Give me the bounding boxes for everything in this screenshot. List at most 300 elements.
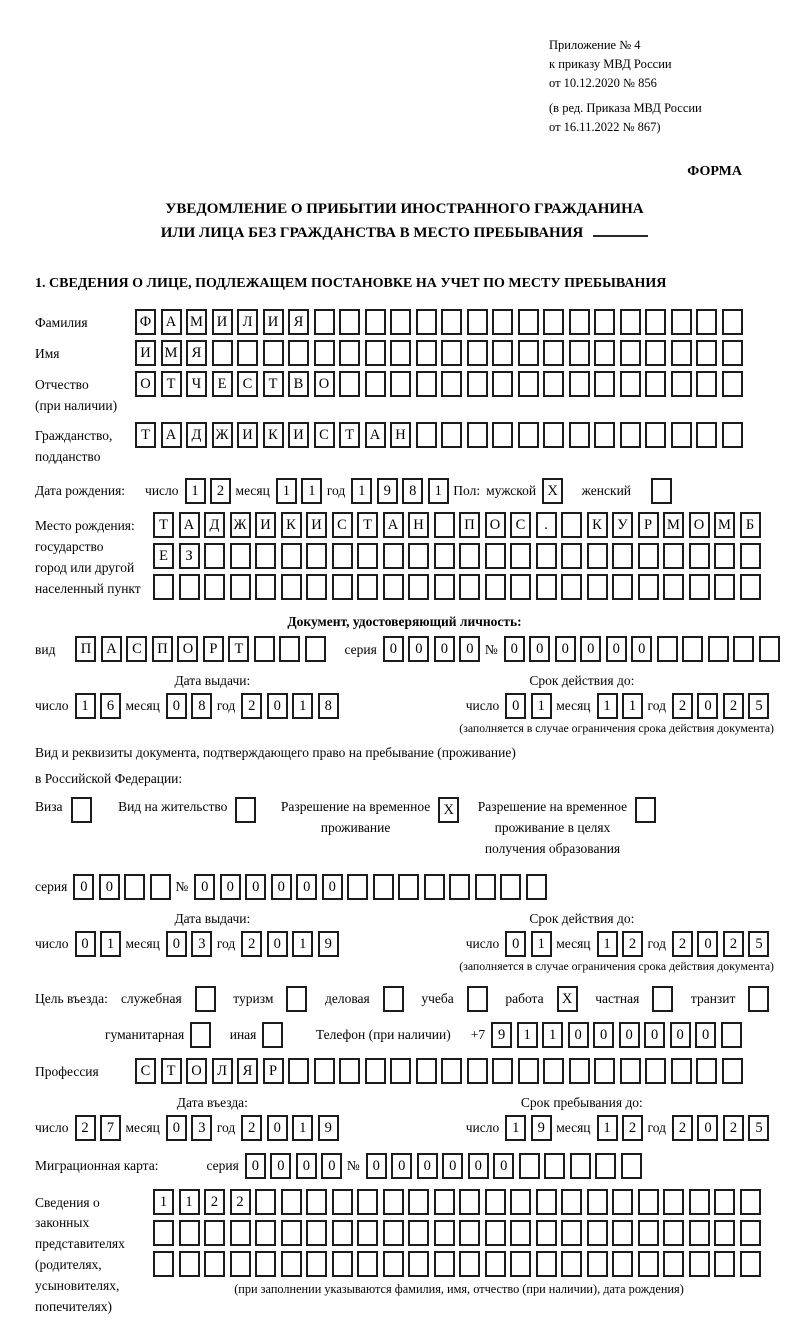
char-cell[interactable] [612,543,633,569]
char-cell[interactable] [696,1058,717,1084]
char-cell[interactable]: Я [237,1058,258,1084]
char-cell[interactable]: А [161,309,182,335]
residence-issue-month-cells[interactable] [166,931,217,957]
char-cell[interactable] [195,986,216,1012]
char-cell[interactable]: X [557,986,578,1012]
entry-day-cells[interactable] [75,1115,126,1141]
char-cell[interactable] [153,1251,174,1277]
char-cell[interactable] [612,1251,633,1277]
char-cell[interactable] [587,543,608,569]
char-cell[interactable]: Т [228,636,249,662]
char-cell[interactable]: Р [638,512,659,538]
char-cell[interactable] [204,1251,225,1277]
char-cell[interactable] [434,574,455,600]
char-cell[interactable] [230,543,251,569]
char-cell[interactable] [179,574,200,600]
char-cell[interactable]: 1 [301,478,322,504]
char-cell[interactable]: 0 [695,1022,716,1048]
char-cell[interactable]: К [263,422,284,448]
char-cell[interactable]: 2 [672,931,693,957]
stay-month-cells[interactable] [597,1115,648,1141]
char-cell[interactable]: 8 [318,693,339,719]
char-cell[interactable]: Ч [186,371,207,397]
purpose-other-checkbox[interactable] [262,1022,288,1048]
char-cell[interactable]: О [177,636,198,662]
char-cell[interactable]: 9 [377,478,398,504]
char-cell[interactable] [408,1189,429,1215]
char-cell[interactable]: 7 [100,1115,121,1141]
char-cell[interactable] [595,1153,616,1179]
char-cell[interactable]: 2 [723,693,744,719]
char-cell[interactable]: Е [153,543,174,569]
char-cell[interactable] [263,340,284,366]
char-cell[interactable] [339,1058,360,1084]
char-cell[interactable] [657,636,678,662]
char-cell[interactable]: 2 [723,1115,744,1141]
residence-issue-year-cells[interactable] [241,931,343,957]
char-cell[interactable]: 1 [597,931,618,957]
char-cell[interactable]: 1 [185,478,206,504]
char-cell[interactable] [390,309,411,335]
char-cell[interactable] [620,371,641,397]
char-cell[interactable]: 1 [153,1189,174,1215]
sex-female-checkbox[interactable] [651,478,677,504]
char-cell[interactable] [441,422,462,448]
char-cell[interactable]: И [135,340,156,366]
char-cell[interactable]: А [383,512,404,538]
char-cell[interactable] [561,574,582,600]
char-cell[interactable] [500,874,521,900]
char-cell[interactable]: 0 [322,874,343,900]
char-cell[interactable] [434,1251,455,1277]
char-cell[interactable] [518,1058,539,1084]
char-cell[interactable] [569,422,590,448]
char-cell[interactable]: Л [237,309,258,335]
char-cell[interactable] [645,309,666,335]
char-cell[interactable]: О [689,512,710,538]
char-cell[interactable]: Т [135,422,156,448]
char-cell[interactable]: 0 [99,874,120,900]
char-cell[interactable] [740,1189,761,1215]
char-cell[interactable]: 8 [402,478,423,504]
char-cell[interactable] [485,1251,506,1277]
char-cell[interactable]: 0 [245,1153,266,1179]
char-cell[interactable] [638,543,659,569]
char-cell[interactable] [408,1220,429,1246]
char-cell[interactable] [569,371,590,397]
char-cell[interactable] [645,340,666,366]
char-cell[interactable]: 0 [73,874,94,900]
char-cell[interactable] [689,574,710,600]
char-cell[interactable]: И [288,422,309,448]
char-cell[interactable] [740,1251,761,1277]
char-cell[interactable] [536,543,557,569]
entry-year-cells[interactable] [241,1115,343,1141]
char-cell[interactable] [204,574,225,600]
char-cell[interactable]: О [485,512,506,538]
char-cell[interactable]: 1 [531,931,552,957]
char-cell[interactable]: Р [263,1058,284,1084]
char-cell[interactable] [332,1220,353,1246]
patronymic-cells[interactable] [135,371,747,397]
migration-seriya-cells[interactable] [245,1153,347,1179]
char-cell[interactable] [383,1220,404,1246]
char-cell[interactable]: 8 [191,693,212,719]
sex-male-checkbox[interactable] [542,478,568,504]
char-cell[interactable]: 3 [191,1115,212,1141]
char-cell[interactable]: 1 [517,1022,538,1048]
representatives-cells-row2[interactable] [153,1220,765,1246]
char-cell[interactable] [638,1251,659,1277]
char-cell[interactable]: 1 [276,478,297,504]
residence-permit-checkbox[interactable] [235,797,261,823]
char-cell[interactable] [748,986,769,1012]
purpose-business-checkbox[interactable] [383,986,409,1012]
char-cell[interactable] [561,543,582,569]
char-cell[interactable]: 0 [504,636,525,662]
char-cell[interactable] [449,874,470,900]
char-cell[interactable] [255,1251,276,1277]
id-doc-seriya-cells[interactable] [383,636,485,662]
char-cell[interactable] [365,371,386,397]
char-cell[interactable] [281,574,302,600]
char-cell[interactable] [561,512,582,538]
char-cell[interactable]: И [237,422,258,448]
char-cell[interactable]: 0 [267,931,288,957]
char-cell[interactable] [190,1022,211,1048]
char-cell[interactable] [510,574,531,600]
char-cell[interactable]: 9 [531,1115,552,1141]
purpose-transit-checkbox[interactable] [748,986,774,1012]
char-cell[interactable] [696,340,717,366]
char-cell[interactable]: 2 [622,1115,643,1141]
char-cell[interactable] [339,340,360,366]
char-cell[interactable] [722,340,743,366]
char-cell[interactable] [569,340,590,366]
char-cell[interactable]: 2 [622,931,643,957]
char-cell[interactable] [434,512,455,538]
char-cell[interactable] [467,309,488,335]
residence-valid-year-cells[interactable] [672,931,774,957]
char-cell[interactable]: 1 [292,693,313,719]
char-cell[interactable] [383,1189,404,1215]
firstname-cells[interactable] [135,340,747,366]
char-cell[interactable] [543,309,564,335]
char-cell[interactable] [638,1220,659,1246]
char-cell[interactable]: 1 [531,693,552,719]
char-cell[interactable] [544,1153,565,1179]
char-cell[interactable] [518,422,539,448]
char-cell[interactable]: 0 [267,693,288,719]
char-cell[interactable] [390,340,411,366]
char-cell[interactable] [204,1220,225,1246]
char-cell[interactable] [740,574,761,600]
char-cell[interactable]: 0 [391,1153,412,1179]
char-cell[interactable] [314,340,335,366]
char-cell[interactable] [671,371,692,397]
char-cell[interactable]: Ж [212,422,233,448]
char-cell[interactable] [536,1220,557,1246]
profession-cells[interactable] [135,1058,747,1084]
char-cell[interactable] [305,636,326,662]
char-cell[interactable]: В [288,371,309,397]
char-cell[interactable] [689,543,710,569]
char-cell[interactable]: 0 [505,931,526,957]
char-cell[interactable]: И [263,309,284,335]
char-cell[interactable] [612,574,633,600]
char-cell[interactable]: Р [203,636,224,662]
char-cell[interactable] [638,1189,659,1215]
char-cell[interactable]: Л [212,1058,233,1084]
char-cell[interactable]: Я [186,340,207,366]
char-cell[interactable] [594,309,615,335]
char-cell[interactable] [518,340,539,366]
char-cell[interactable]: 0 [194,874,215,900]
char-cell[interactable] [671,1058,692,1084]
char-cell[interactable]: 0 [366,1153,387,1179]
char-cell[interactable]: 1 [292,1115,313,1141]
char-cell[interactable]: 1 [597,1115,618,1141]
char-cell[interactable]: 0 [417,1153,438,1179]
char-cell[interactable]: 2 [230,1189,251,1215]
char-cell[interactable]: 2 [241,931,262,957]
char-cell[interactable] [230,574,251,600]
char-cell[interactable] [587,574,608,600]
char-cell[interactable] [635,797,656,823]
char-cell[interactable] [620,1058,641,1084]
char-cell[interactable]: Д [186,422,207,448]
char-cell[interactable] [434,1189,455,1215]
char-cell[interactable] [408,574,429,600]
char-cell[interactable] [543,422,564,448]
char-cell[interactable] [255,1220,276,1246]
char-cell[interactable] [281,1251,302,1277]
char-cell[interactable]: 0 [697,693,718,719]
char-cell[interactable] [696,309,717,335]
char-cell[interactable] [254,636,275,662]
id-valid-month-cells[interactable] [597,693,648,719]
char-cell[interactable]: С [332,512,353,538]
char-cell[interactable] [434,543,455,569]
residence-number-cells[interactable] [194,874,551,900]
char-cell[interactable]: 2 [672,693,693,719]
char-cell[interactable] [543,340,564,366]
char-cell[interactable] [383,986,404,1012]
visa-checkbox[interactable] [71,797,97,823]
char-cell[interactable] [536,1251,557,1277]
char-cell[interactable]: С [135,1058,156,1084]
char-cell[interactable]: С [510,512,531,538]
char-cell[interactable] [587,1220,608,1246]
char-cell[interactable] [594,1058,615,1084]
char-cell[interactable]: 0 [220,874,241,900]
char-cell[interactable] [621,1153,642,1179]
char-cell[interactable] [441,309,462,335]
id-doc-number-cells[interactable] [504,636,785,662]
char-cell[interactable]: 0 [505,693,526,719]
char-cell[interactable]: К [587,512,608,538]
char-cell[interactable]: А [179,512,200,538]
char-cell[interactable] [543,371,564,397]
char-cell[interactable]: 0 [166,693,187,719]
char-cell[interactable]: 5 [748,931,769,957]
char-cell[interactable] [235,797,256,823]
char-cell[interactable] [124,874,145,900]
char-cell[interactable]: 0 [296,1153,317,1179]
char-cell[interactable]: 0 [271,874,292,900]
char-cell[interactable] [689,1251,710,1277]
char-cell[interactable] [459,1220,480,1246]
char-cell[interactable] [459,1251,480,1277]
char-cell[interactable] [459,574,480,600]
stay-year-cells[interactable] [672,1115,774,1141]
char-cell[interactable] [373,874,394,900]
char-cell[interactable]: М [663,512,684,538]
char-cell[interactable] [518,371,539,397]
char-cell[interactable]: Д [204,512,225,538]
char-cell[interactable]: 6 [100,693,121,719]
temp-residence-checkbox[interactable] [438,797,464,823]
char-cell[interactable]: 0 [383,636,404,662]
char-cell[interactable] [459,1189,480,1215]
char-cell[interactable]: 1 [597,693,618,719]
purpose-tourism-checkbox[interactable] [286,986,312,1012]
char-cell[interactable] [339,309,360,335]
char-cell[interactable]: З [179,543,200,569]
char-cell[interactable] [365,340,386,366]
char-cell[interactable] [510,1189,531,1215]
char-cell[interactable] [714,1220,735,1246]
char-cell[interactable]: С [126,636,147,662]
char-cell[interactable]: 9 [318,1115,339,1141]
char-cell[interactable]: 0 [568,1022,589,1048]
migration-number-cells[interactable] [366,1153,647,1179]
char-cell[interactable] [416,422,437,448]
char-cell[interactable] [434,1220,455,1246]
char-cell[interactable]: М [186,309,207,335]
char-cell[interactable] [467,340,488,366]
id-issue-day-cells[interactable] [75,693,126,719]
id-valid-year-cells[interactable] [672,693,774,719]
char-cell[interactable]: Я [288,309,309,335]
char-cell[interactable] [416,340,437,366]
char-cell[interactable] [459,543,480,569]
char-cell[interactable]: 0 [75,931,96,957]
char-cell[interactable] [492,340,513,366]
char-cell[interactable] [71,797,92,823]
char-cell[interactable]: X [438,797,459,823]
char-cell[interactable] [645,422,666,448]
residence-valid-month-cells[interactable] [597,931,648,957]
char-cell[interactable] [620,340,641,366]
char-cell[interactable] [485,1189,506,1215]
char-cell[interactable] [612,1189,633,1215]
char-cell[interactable] [357,1220,378,1246]
representatives-cells-row3[interactable] [153,1251,765,1277]
char-cell[interactable]: . [536,512,557,538]
birthplace-cells-row2[interactable] [153,543,765,569]
char-cell[interactable]: 5 [748,1115,769,1141]
birthplace-cells-row3[interactable] [153,574,765,600]
char-cell[interactable] [561,1189,582,1215]
char-cell[interactable] [485,1220,506,1246]
char-cell[interactable]: 2 [210,478,231,504]
char-cell[interactable] [759,636,780,662]
char-cell[interactable] [204,543,225,569]
char-cell[interactable] [663,1251,684,1277]
char-cell[interactable]: 0 [245,874,266,900]
char-cell[interactable] [518,309,539,335]
char-cell[interactable]: 1 [351,478,372,504]
char-cell[interactable] [722,422,743,448]
char-cell[interactable] [383,1251,404,1277]
char-cell[interactable]: 0 [644,1022,665,1048]
char-cell[interactable] [620,422,641,448]
char-cell[interactable] [594,371,615,397]
char-cell[interactable] [179,1251,200,1277]
char-cell[interactable] [288,340,309,366]
char-cell[interactable]: К [281,512,302,538]
char-cell[interactable]: П [75,636,96,662]
char-cell[interactable]: 1 [622,693,643,719]
phone-cells[interactable] [491,1022,746,1048]
char-cell[interactable]: 2 [75,1115,96,1141]
char-cell[interactable]: М [161,340,182,366]
birth-day-cells[interactable] [185,478,236,504]
char-cell[interactable] [645,1058,666,1084]
char-cell[interactable]: 0 [321,1153,342,1179]
char-cell[interactable]: 1 [542,1022,563,1048]
char-cell[interactable] [696,422,717,448]
char-cell[interactable] [357,574,378,600]
char-cell[interactable] [416,371,437,397]
char-cell[interactable] [441,371,462,397]
char-cell[interactable]: 1 [100,931,121,957]
char-cell[interactable] [332,1189,353,1215]
char-cell[interactable] [467,371,488,397]
char-cell[interactable] [306,543,327,569]
char-cell[interactable] [519,1153,540,1179]
char-cell[interactable] [347,874,368,900]
char-cell[interactable]: 9 [491,1022,512,1048]
char-cell[interactable] [467,1058,488,1084]
id-issue-year-cells[interactable] [241,693,343,719]
char-cell[interactable]: 9 [318,931,339,957]
char-cell[interactable] [306,1189,327,1215]
char-cell[interactable]: Ж [230,512,251,538]
char-cell[interactable] [671,422,692,448]
purpose-humanitarian-checkbox[interactable] [190,1022,216,1048]
temp-residence-edu-checkbox[interactable] [635,797,661,823]
char-cell[interactable]: 0 [606,636,627,662]
char-cell[interactable] [651,478,672,504]
char-cell[interactable] [492,309,513,335]
char-cell[interactable] [365,1058,386,1084]
char-cell[interactable] [153,1220,174,1246]
char-cell[interactable] [510,1251,531,1277]
char-cell[interactable] [255,543,276,569]
char-cell[interactable] [237,340,258,366]
char-cell[interactable] [441,340,462,366]
char-cell[interactable]: 0 [619,1022,640,1048]
char-cell[interactable]: 0 [670,1022,691,1048]
char-cell[interactable] [682,636,703,662]
char-cell[interactable]: 2 [672,1115,693,1141]
char-cell[interactable]: И [306,512,327,538]
char-cell[interactable] [212,340,233,366]
char-cell[interactable] [441,1058,462,1084]
char-cell[interactable] [561,1220,582,1246]
